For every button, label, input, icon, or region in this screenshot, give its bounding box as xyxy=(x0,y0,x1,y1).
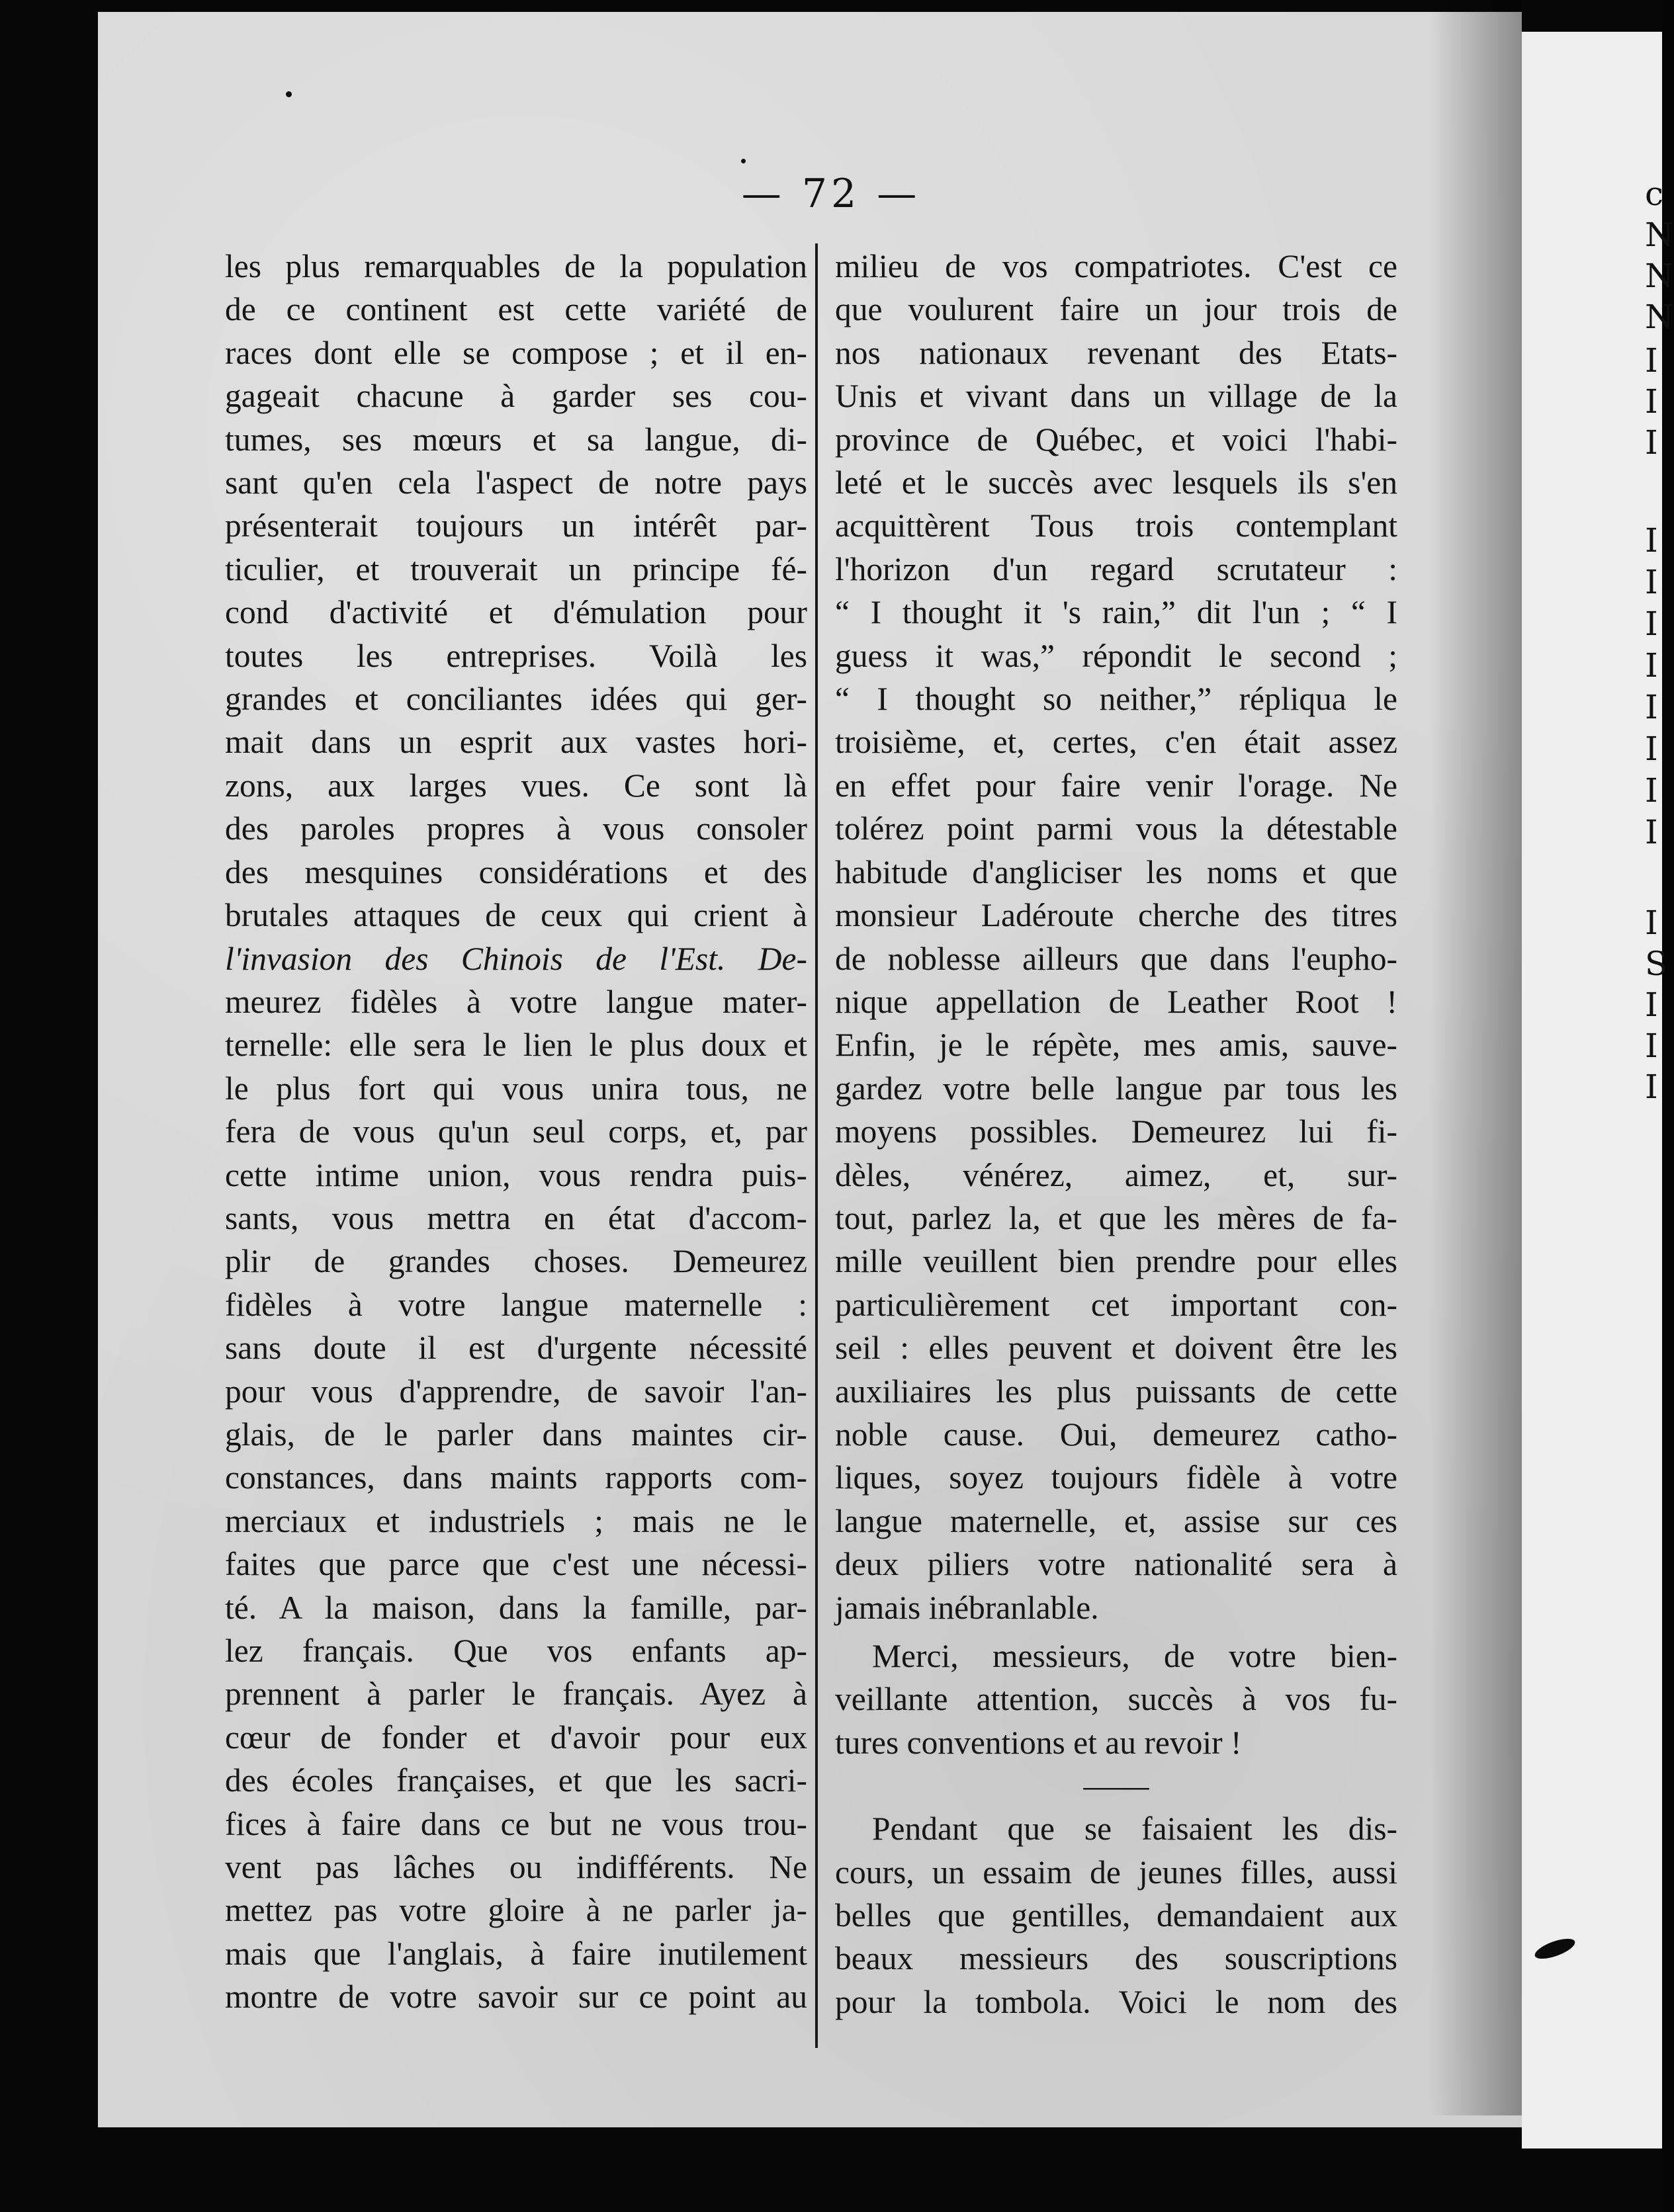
text-line: grandes et conciliantes idées qui ger- xyxy=(225,681,807,718)
text-line: tures conventions et au revoir ! xyxy=(835,1724,1242,1761)
text-line: merciaux et industriels ; mais ne le xyxy=(225,1502,807,1539)
text-line: cœur de fonder et d'avoir pour eux xyxy=(225,1719,807,1756)
text-line: deux piliers votre nationalité sera à xyxy=(835,1546,1397,1583)
facing-page-letter: I xyxy=(1645,986,1658,1024)
column-rule xyxy=(815,243,818,2048)
text-line: noble cause. Oui, demeurez catho- xyxy=(835,1416,1397,1453)
text-line: té. A la maison, dans la famille, par- xyxy=(225,1589,807,1626)
text-line: plir de grandes choses. Demeurez xyxy=(225,1243,807,1280)
facing-page-letter: N xyxy=(1645,216,1674,254)
text-line: meurez fidèles à votre langue mater- xyxy=(225,983,807,1020)
text-line: gardez votre belle langue par tous les xyxy=(835,1070,1397,1107)
text-line: des mesquines considérations et des xyxy=(225,853,807,890)
text-line: fidèles à votre langue maternelle : xyxy=(225,1286,807,1323)
text-line: cette intime union, vous rendra puis- xyxy=(225,1156,807,1193)
text-line: veillante attention, succès à vos fu- xyxy=(835,1681,1397,1718)
text-line: ternelle: elle sera le lien le plus doux et xyxy=(225,1027,807,1064)
text-line: sans doute il est d'urgente nécessité xyxy=(225,1330,807,1367)
text-line: belles que gentilles, demandaient aux xyxy=(835,1897,1397,1934)
text-line: vent pas lâches ou indifférents. Ne xyxy=(225,1849,807,1886)
facing-page-letter: S xyxy=(1645,945,1668,983)
text-line: constances, dans maints rapports com- xyxy=(225,1459,807,1496)
text-line: races dont elle se compose ; et il en- xyxy=(225,334,807,371)
facing-page-letter: I xyxy=(1645,423,1658,462)
text-line: le plus fort qui vous unira tous, ne xyxy=(225,1070,807,1107)
facing-page-letter: I xyxy=(1645,382,1658,421)
facing-page-letter: I xyxy=(1645,1068,1658,1106)
text-line: l'invasion des Chinois de l'Est. De- xyxy=(225,940,807,977)
text-line: tout, parlez la, et que les mères de fa- xyxy=(835,1199,1397,1236)
text-line: auxiliaires les plus puissants de cette xyxy=(835,1373,1397,1410)
right-column xyxy=(835,245,1397,2023)
text-line: tolérez point parmi vous la détestable xyxy=(835,810,1397,847)
facing-page-letter: I xyxy=(1645,341,1658,380)
text-line: présenterait toujours un intérêt par- xyxy=(225,507,807,544)
page-number: — 72 — xyxy=(741,171,921,217)
text-line: langue maternelle, et, assise sur ces xyxy=(835,1502,1397,1539)
text-line: toutes les entreprises. Voilà les xyxy=(225,637,807,674)
facing-page-letter: I xyxy=(1645,904,1658,942)
text-line: cond d'activité et d'émulation pour xyxy=(225,594,807,631)
text-line: lez français. Que vos enfants ap- xyxy=(225,1633,807,1669)
text-line: mait dans un esprit aux vastes hori- xyxy=(225,724,807,761)
text-line: Pendant que se faisaient les dis- xyxy=(872,1810,1397,1848)
text-line: ticulier, et trouverait un principe fé- xyxy=(225,550,807,587)
text-line: glais, de le parler dans maintes cir- xyxy=(225,1416,807,1453)
text-line: moyens possibles. Demeurez lui fi- xyxy=(835,1113,1397,1150)
text-line: “ I thought it 's rain,” dit l'un ; “ I xyxy=(835,594,1397,631)
text-line: prennent à parler le français. Ayez à xyxy=(225,1676,807,1713)
facing-page-letter: I xyxy=(1645,1027,1658,1065)
text-line: des écoles françaises, et que les sacri- xyxy=(225,1762,807,1799)
text-line: de ce continent est cette variété de xyxy=(225,291,807,328)
text-line: des paroles propres à vous consoler xyxy=(225,810,807,847)
ink-speck xyxy=(286,91,292,97)
left-column xyxy=(225,245,807,2019)
facing-page-letter: I xyxy=(1645,521,1658,560)
facing-page-letter: N xyxy=(1645,257,1674,295)
facing-page-letter: I xyxy=(1645,771,1658,810)
text-line: nique appellation de Leather Root ! xyxy=(835,983,1397,1020)
text-line: milieu de vos compatriotes. C'est ce xyxy=(835,248,1397,284)
facing-page-letter: I xyxy=(1645,688,1658,726)
text-line: beaux messieurs des souscriptions xyxy=(835,1940,1397,1977)
text-line: guess it was,” répondit le second ; xyxy=(835,637,1397,674)
text-line: mille veuillent bien prendre pour elles xyxy=(835,1243,1397,1280)
text-line: “ I thought so neither,” répliqua le xyxy=(835,681,1397,718)
text-line: sant qu'en cela l'aspect de notre pays xyxy=(225,464,807,501)
facing-page-letter: I xyxy=(1645,605,1658,643)
text-line: dèles, vénérez, aimez, et, sur- xyxy=(835,1156,1397,1193)
text-line: gageait chacune à garder ses cou- xyxy=(225,378,807,415)
text-line: que voulurent faire un jour trois de xyxy=(835,291,1397,328)
facing-page-letter: I xyxy=(1645,646,1658,685)
text-line: leté et le succès avec lesquels ils s'en xyxy=(835,464,1397,501)
text-line: pour vous d'apprendre, de savoir l'an- xyxy=(225,1373,807,1410)
text-line: troisième, et, certes, c'en était assez xyxy=(835,724,1397,761)
text-line: cours, un essaim de jeunes filles, aussi xyxy=(835,1853,1397,1891)
text-line: en effet pour faire venir l'orage. Ne xyxy=(835,767,1397,804)
text-line: l'horizon d'un regard scrutateur : xyxy=(835,550,1397,587)
text-line: mettez pas votre gloire à ne parler ja- xyxy=(225,1892,807,1929)
text-line: habitude d'angliciser les noms et que xyxy=(835,853,1397,890)
text-line: fices à faire dans ce but ne vous trou- xyxy=(225,1805,807,1842)
facing-page-edge xyxy=(1522,32,1662,2148)
text-line: jamais inébranlable. xyxy=(835,1589,1099,1626)
ink-speck xyxy=(741,159,746,163)
text-line: brutales attaques de ceux qui crient à xyxy=(225,897,807,934)
text-line: seil : elles peuvent et doivent être les xyxy=(835,1330,1397,1367)
text-line: tumes, ses mœurs et sa langue, di- xyxy=(225,421,807,458)
text-line: les plus remarquables de la population xyxy=(225,248,807,284)
text-line: acquittèrent Tous trois contemplant xyxy=(835,507,1397,544)
text-line: sants, vous mettra en état d'accom- xyxy=(225,1199,807,1236)
text-line: fera de vous qu'un seul corps, et, par xyxy=(225,1113,807,1150)
text-line: nos nationaux revenant des Etats- xyxy=(835,334,1397,371)
facing-page-letter: N xyxy=(1645,298,1674,336)
text-line: faites que parce que c'est une nécessi- xyxy=(225,1546,807,1583)
text-line: monsieur Ladéroute cherche des titres xyxy=(835,897,1397,934)
text-line: zons, aux larges vues. Ce sont là xyxy=(225,767,807,804)
text-line: particulièrement cet important con- xyxy=(835,1286,1397,1323)
text-line: liques, soyez toujours fidèle à votre xyxy=(835,1459,1397,1496)
text-line: montre de votre savoir sur ce point au xyxy=(225,1978,807,2016)
facing-page-letter: I xyxy=(1645,563,1658,601)
facing-page-letter: I xyxy=(1645,813,1658,851)
text-line: de noblesse ailleurs que dans l'eupho- xyxy=(835,940,1397,977)
text-line: pour la tombola. Voici le nom des xyxy=(835,1983,1397,2020)
text-line: mais que l'anglais, à faire inutilement xyxy=(225,1935,807,1972)
section-separator: —— xyxy=(1083,1767,1149,1805)
gutter-shadow xyxy=(1429,0,1522,2115)
text-line: Merci, messieurs, de votre bien- xyxy=(872,1638,1397,1674)
text-line: province de Québec, et voici l'habi- xyxy=(835,421,1397,458)
text-line: Enfin, je le répète, mes amis, sauve- xyxy=(835,1027,1397,1064)
text-line: Unis et vivant dans un village de la xyxy=(835,378,1397,415)
facing-page-letter: I xyxy=(1645,730,1658,768)
facing-page-letter: c xyxy=(1645,175,1664,213)
